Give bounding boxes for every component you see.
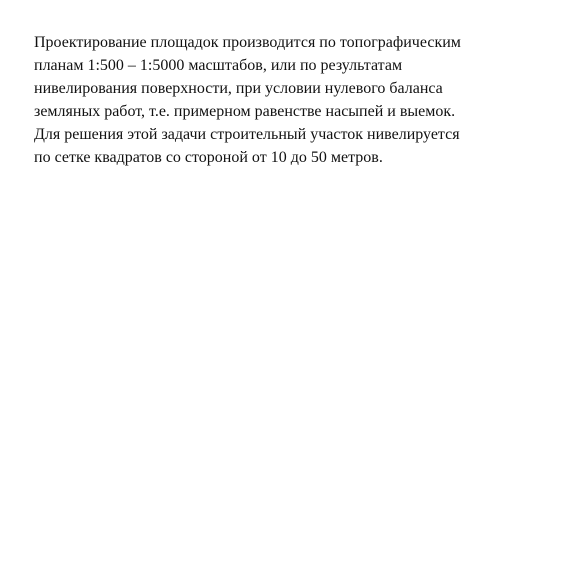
text-line-5: Для решения этой задачи строительный участок нивелируется [34, 126, 460, 143]
text-line-1: Проектирование площадок производится по топографическим [34, 34, 461, 51]
text-line-4: земляных работ, т.е. примерном равенстве насыпей и выемок. [34, 103, 456, 120]
text-line-3: нивелирования поверхности, при условии нулевого баланса [34, 80, 443, 97]
text-line-2: планам 1:500 – 1:5000 масштабов, или по результатам [34, 57, 403, 74]
text-line-6: по сетке квадратов со стороной от 10 до 50 метров. [34, 149, 383, 166]
paragraph [34, 31, 544, 169]
